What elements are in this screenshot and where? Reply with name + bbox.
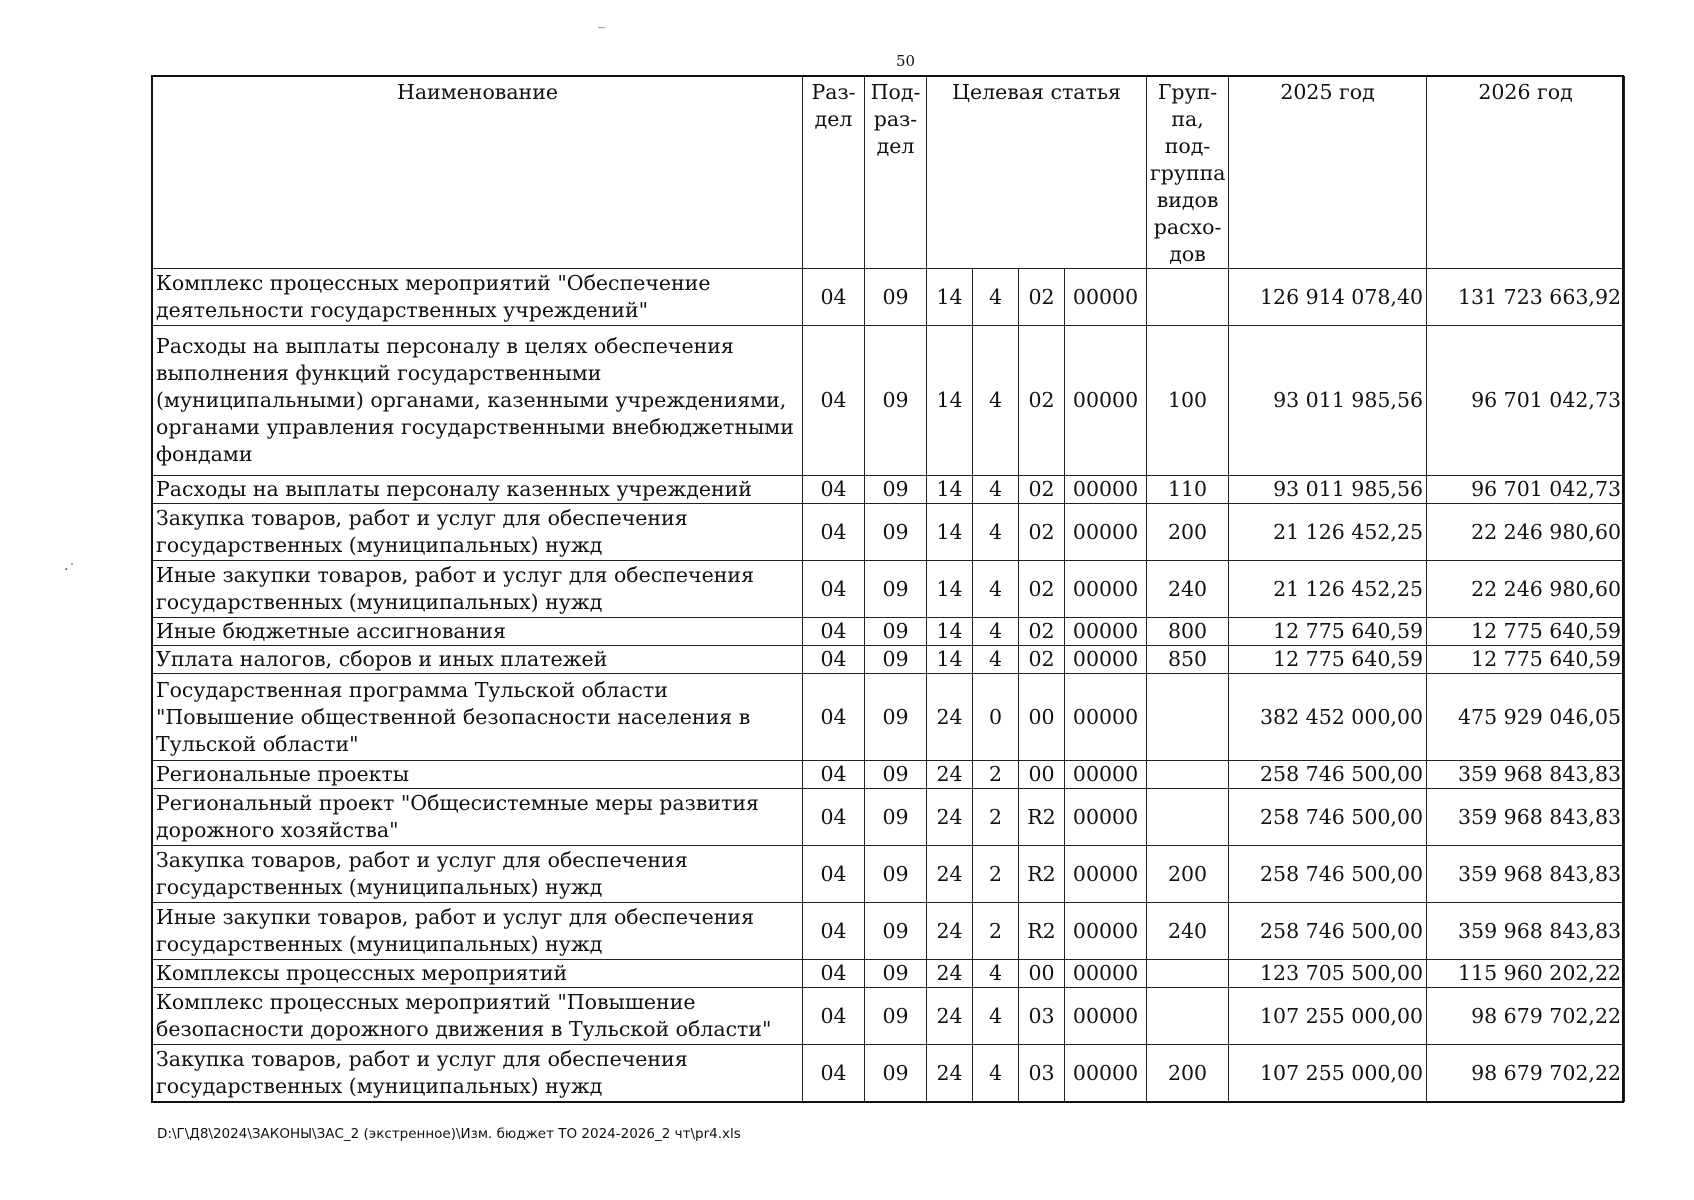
row-subsection: 09 xyxy=(865,504,927,561)
row-target-type: 4 xyxy=(973,618,1019,646)
row-amount-2025: 107 255 000,00 xyxy=(1229,988,1427,1045)
row-amount-2025: 21 126 452,25 xyxy=(1229,561,1427,618)
table-row xyxy=(153,846,1625,903)
row-name: Комплекс процессных мероприятий "Обеспечение деятельности государственных учреждений" xyxy=(153,269,803,326)
row-target-item: 00 xyxy=(1019,960,1065,988)
row-name: Региональные проекты xyxy=(153,761,803,789)
row-target-program: 14 xyxy=(927,561,973,618)
header-expense-group: Груп- па, под- группа видов расхо- дов xyxy=(1147,77,1229,269)
row-expense-group: 110 xyxy=(1147,476,1229,504)
row-target-item: R2 xyxy=(1019,903,1065,960)
table-row xyxy=(153,504,1625,561)
row-target-item: 02 xyxy=(1019,476,1065,504)
row-target-direction: 00000 xyxy=(1065,269,1147,326)
row-name: Региональный проект "Общесистемные меры развития дорожного хозяйства" xyxy=(153,789,803,846)
row-name: Закупка товаров, работ и услуг для обеспечения государственных (муниципальных) нужд xyxy=(153,504,803,561)
row-name: Государственная программа Тульской области "Повышение общественной безопасности населения в Тульской области" xyxy=(153,674,803,761)
row-name: Закупка товаров, работ и услуг для обеспечения государственных (муниципальных) нужд xyxy=(153,1045,803,1102)
table-row xyxy=(153,326,1625,476)
row-amount-2025: 21 126 452,25 xyxy=(1229,504,1427,561)
row-target-item: 03 xyxy=(1019,988,1065,1045)
row-subsection: 09 xyxy=(865,960,927,988)
table-row xyxy=(153,561,1625,618)
row-target-direction: 00000 xyxy=(1065,903,1147,960)
row-name: Расходы на выплаты персоналу казенных учреждений xyxy=(153,476,803,504)
row-section: 04 xyxy=(803,476,865,504)
row-target-program: 14 xyxy=(927,504,973,561)
row-target-type: 4 xyxy=(973,269,1019,326)
row-name: Закупка товаров, работ и услуг для обеспечения государственных (муниципальных) нужд xyxy=(153,846,803,903)
row-target-item: R2 xyxy=(1019,846,1065,903)
row-section: 04 xyxy=(803,674,865,761)
row-amount-2025: 258 746 500,00 xyxy=(1229,903,1427,960)
row-subsection: 09 xyxy=(865,476,927,504)
file-path-footer: D:\Г\Д8\2024\ЗАКОНЫ\ЗАС_2 (экстренное)\Изм. бюджет ТО 2024-2026_2 чт\pr4.xls xyxy=(157,1126,741,1142)
row-target-direction: 00000 xyxy=(1065,674,1147,761)
page-number: 50 xyxy=(896,52,916,70)
row-target-item: 00 xyxy=(1019,674,1065,761)
row-target-item: 02 xyxy=(1019,504,1065,561)
row-target-item: 02 xyxy=(1019,646,1065,674)
row-section: 04 xyxy=(803,789,865,846)
row-target-direction: 00000 xyxy=(1065,846,1147,903)
row-expense-group: 240 xyxy=(1147,903,1229,960)
row-section: 04 xyxy=(803,561,865,618)
row-section: 04 xyxy=(803,269,865,326)
row-target-type: 4 xyxy=(973,326,1019,476)
row-expense-group: 100 xyxy=(1147,326,1229,476)
row-target-direction: 00000 xyxy=(1065,326,1147,476)
row-name: Иные закупки товаров, работ и услуг для обеспечения государственных (муниципальных) нужд xyxy=(153,561,803,618)
row-amount-2026: 115 960 202,22 xyxy=(1427,960,1625,988)
row-expense-group xyxy=(1147,988,1229,1045)
table-row xyxy=(153,903,1625,960)
row-amount-2026: 359 968 843,83 xyxy=(1427,789,1625,846)
scan-mark: ‾ xyxy=(598,26,605,42)
row-amount-2026: 359 968 843,83 xyxy=(1427,846,1625,903)
row-target-type: 2 xyxy=(973,789,1019,846)
row-amount-2025: 93 011 985,56 xyxy=(1229,476,1427,504)
header-name: Наименование xyxy=(153,77,803,269)
row-target-program: 14 xyxy=(927,646,973,674)
row-section: 04 xyxy=(803,646,865,674)
row-target-program: 14 xyxy=(927,326,973,476)
row-expense-group xyxy=(1147,674,1229,761)
row-expense-group: 850 xyxy=(1147,646,1229,674)
row-amount-2025: 258 746 500,00 xyxy=(1229,789,1427,846)
row-target-direction: 00000 xyxy=(1065,504,1147,561)
table-row xyxy=(153,960,1625,988)
table-row xyxy=(153,1045,1625,1102)
row-amount-2025: 107 255 000,00 xyxy=(1229,1045,1427,1102)
row-subsection: 09 xyxy=(865,674,927,761)
row-subsection: 09 xyxy=(865,761,927,789)
row-subsection: 09 xyxy=(865,561,927,618)
row-amount-2026: 359 968 843,83 xyxy=(1427,761,1625,789)
row-expense-group: 200 xyxy=(1147,1045,1229,1102)
row-subsection: 09 xyxy=(865,1045,927,1102)
row-amount-2026: 12 775 640,59 xyxy=(1427,646,1625,674)
row-amount-2025: 258 746 500,00 xyxy=(1229,761,1427,789)
row-name: Иные бюджетные ассигнования xyxy=(153,618,803,646)
row-section: 04 xyxy=(803,960,865,988)
row-section: 04 xyxy=(803,326,865,476)
row-expense-group: 200 xyxy=(1147,504,1229,561)
row-amount-2025: 12 775 640,59 xyxy=(1229,646,1427,674)
header-section: Раз- дел xyxy=(803,77,865,269)
table-row xyxy=(153,789,1625,846)
row-amount-2025: 12 775 640,59 xyxy=(1229,618,1427,646)
row-subsection: 09 xyxy=(865,903,927,960)
row-target-item: 02 xyxy=(1019,326,1065,476)
row-target-program: 24 xyxy=(927,988,973,1045)
row-target-program: 24 xyxy=(927,846,973,903)
row-target-program: 14 xyxy=(927,476,973,504)
row-target-item: 02 xyxy=(1019,269,1065,326)
row-target-direction: 00000 xyxy=(1065,789,1147,846)
row-amount-2026: 98 679 702,22 xyxy=(1427,1045,1625,1102)
row-name: Комплекс процессных мероприятий "Повышение безопасности дорожного движения в Тульской области" xyxy=(153,988,803,1045)
row-target-type: 2 xyxy=(973,846,1019,903)
table-row xyxy=(153,476,1625,504)
row-expense-group xyxy=(1147,960,1229,988)
row-expense-group: 800 xyxy=(1147,618,1229,646)
row-target-item: R2 xyxy=(1019,789,1065,846)
row-target-direction: 00000 xyxy=(1065,561,1147,618)
row-target-direction: 00000 xyxy=(1065,761,1147,789)
row-target-item: 03 xyxy=(1019,1045,1065,1102)
row-subsection: 09 xyxy=(865,988,927,1045)
row-target-program: 24 xyxy=(927,960,973,988)
row-section: 04 xyxy=(803,1045,865,1102)
row-section: 04 xyxy=(803,988,865,1045)
row-target-program: 14 xyxy=(927,618,973,646)
row-target-direction: 00000 xyxy=(1065,988,1147,1045)
row-subsection: 09 xyxy=(865,846,927,903)
row-section: 04 xyxy=(803,846,865,903)
row-target-item: 02 xyxy=(1019,561,1065,618)
row-amount-2026: 359 968 843,83 xyxy=(1427,903,1625,960)
row-target-type: 0 xyxy=(973,674,1019,761)
row-subsection: 09 xyxy=(865,269,927,326)
header-year-2026: 2026 год xyxy=(1427,77,1625,269)
header-subsection: Под- раз- дел xyxy=(865,77,927,269)
row-target-direction: 00000 xyxy=(1065,476,1147,504)
row-subsection: 09 xyxy=(865,326,927,476)
header-year-2025: 2025 год xyxy=(1229,77,1427,269)
table-row xyxy=(153,618,1625,646)
row-target-type: 2 xyxy=(973,903,1019,960)
table-row xyxy=(153,646,1625,674)
budget-table xyxy=(152,76,1625,1102)
row-target-direction: 00000 xyxy=(1065,960,1147,988)
row-name: Уплата налогов, сборов и иных платежей xyxy=(153,646,803,674)
header-target-article: Целевая статья xyxy=(927,77,1147,269)
row-amount-2026: 131 723 663,92 xyxy=(1427,269,1625,326)
row-section: 04 xyxy=(803,504,865,561)
row-subsection: 09 xyxy=(865,646,927,674)
row-target-program: 24 xyxy=(927,674,973,761)
row-expense-group: 200 xyxy=(1147,846,1229,903)
row-target-type: 4 xyxy=(973,1045,1019,1102)
row-target-type: 4 xyxy=(973,988,1019,1045)
row-expense-group xyxy=(1147,269,1229,326)
row-name: Комплексы процессных мероприятий xyxy=(153,960,803,988)
row-amount-2026: 22 246 980,60 xyxy=(1427,561,1625,618)
row-target-direction: 00000 xyxy=(1065,618,1147,646)
row-subsection: 09 xyxy=(865,789,927,846)
row-target-item: 00 xyxy=(1019,761,1065,789)
row-target-type: 2 xyxy=(973,761,1019,789)
row-target-direction: 00000 xyxy=(1065,646,1147,674)
row-section: 04 xyxy=(803,618,865,646)
row-target-type: 4 xyxy=(973,561,1019,618)
row-amount-2026: 12 775 640,59 xyxy=(1427,618,1625,646)
table-row xyxy=(153,761,1625,789)
row-section: 04 xyxy=(803,761,865,789)
row-amount-2025: 126 914 078,40 xyxy=(1229,269,1427,326)
row-target-item: 02 xyxy=(1019,618,1065,646)
row-target-program: 24 xyxy=(927,789,973,846)
row-expense-group xyxy=(1147,789,1229,846)
table-row xyxy=(153,269,1625,326)
row-target-type: 4 xyxy=(973,504,1019,561)
row-expense-group: 240 xyxy=(1147,561,1229,618)
row-target-program: 24 xyxy=(927,903,973,960)
table-row xyxy=(153,988,1625,1045)
row-amount-2026: 22 246 980,60 xyxy=(1427,504,1625,561)
row-amount-2025: 258 746 500,00 xyxy=(1229,846,1427,903)
row-subsection: 09 xyxy=(865,618,927,646)
row-target-program: 14 xyxy=(927,269,973,326)
row-expense-group xyxy=(1147,761,1229,789)
row-amount-2026: 98 679 702,22 xyxy=(1427,988,1625,1045)
row-name: Иные закупки товаров, работ и услуг для обеспечения государственных (муниципальных) нужд xyxy=(153,903,803,960)
row-target-direction: 00000 xyxy=(1065,1045,1147,1102)
scan-mark: ·˙ xyxy=(64,562,76,578)
row-target-type: 4 xyxy=(973,960,1019,988)
row-amount-2026: 475 929 046,05 xyxy=(1427,674,1625,761)
row-amount-2026: 96 701 042,73 xyxy=(1427,476,1625,504)
row-target-program: 24 xyxy=(927,761,973,789)
row-target-type: 4 xyxy=(973,476,1019,504)
row-amount-2026: 96 701 042,73 xyxy=(1427,326,1625,476)
table-header-row xyxy=(153,77,1625,269)
table-row xyxy=(153,674,1625,761)
row-amount-2025: 123 705 500,00 xyxy=(1229,960,1427,988)
row-target-program: 24 xyxy=(927,1045,973,1102)
row-target-type: 4 xyxy=(973,646,1019,674)
row-name: Расходы на выплаты персоналу в целях обеспечения выполнения функций государственными (муниципальными) органами, казенными учреждениями, органами управления государственными внебюджетными фондами xyxy=(153,326,803,476)
row-amount-2025: 382 452 000,00 xyxy=(1229,674,1427,761)
row-section: 04 xyxy=(803,903,865,960)
row-amount-2025: 93 011 985,56 xyxy=(1229,326,1427,476)
